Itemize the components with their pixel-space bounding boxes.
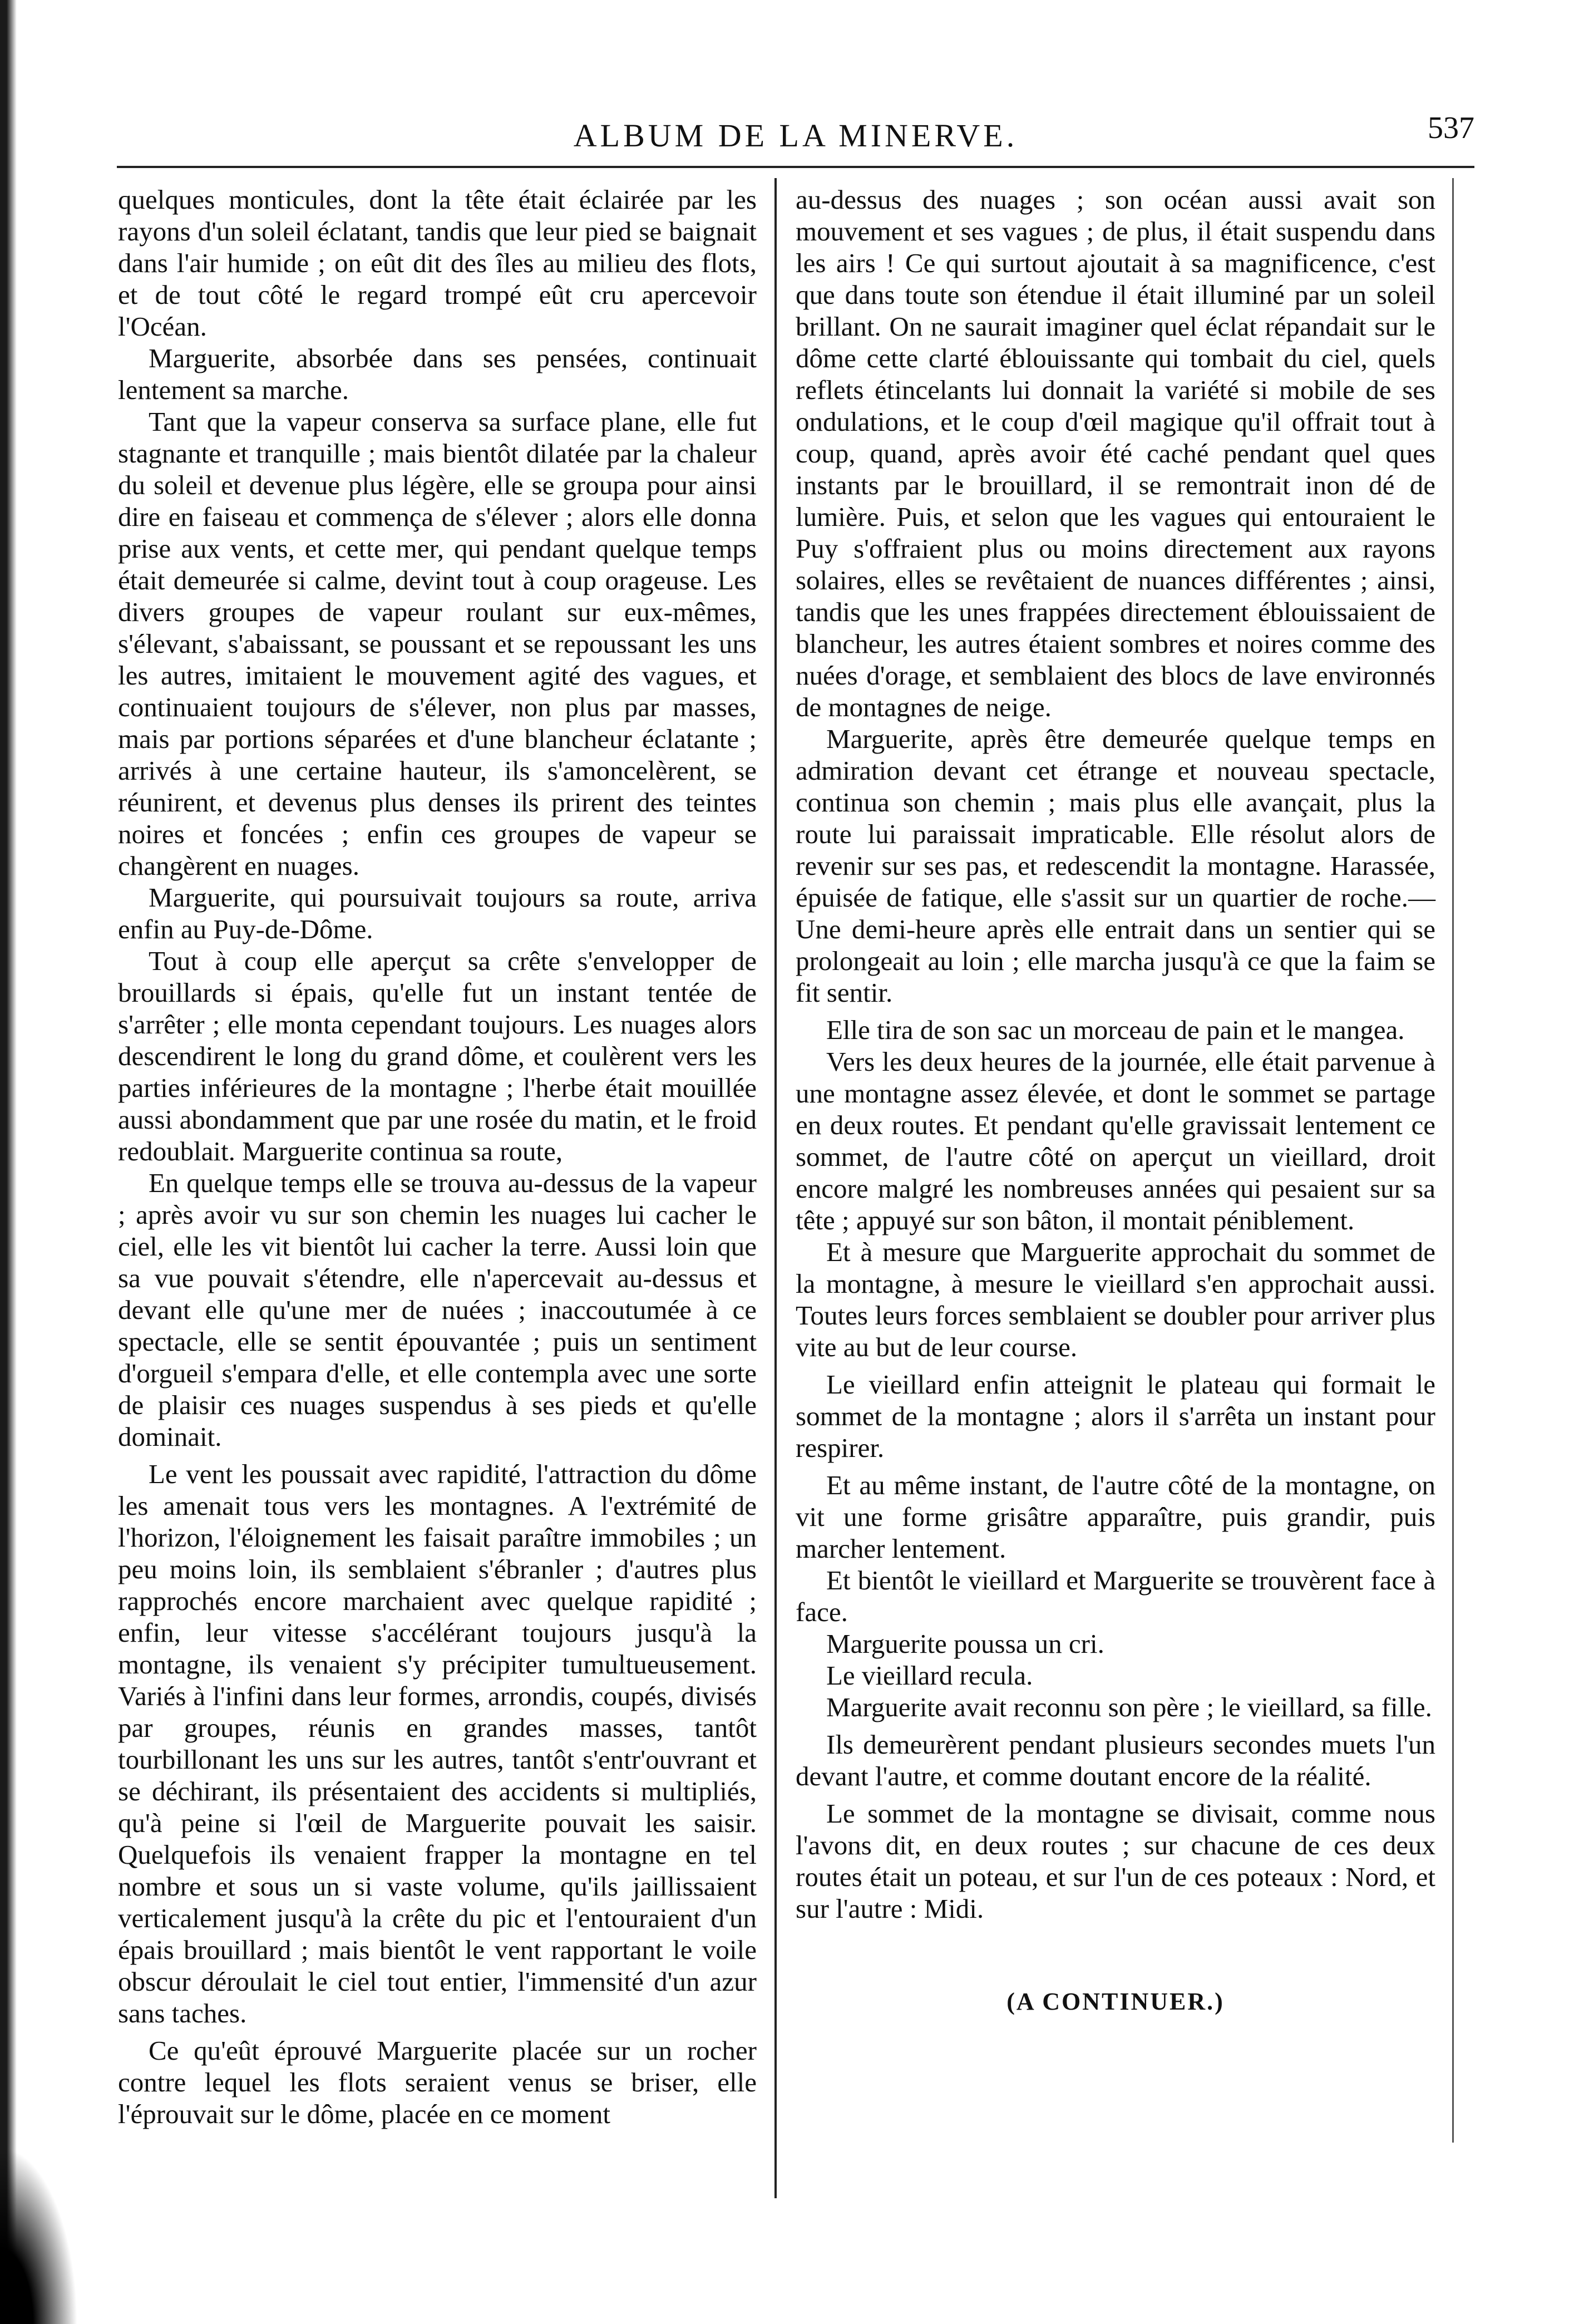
scan-corner-shadow <box>0 2146 78 2324</box>
right-column <box>796 184 1435 2017</box>
paragraph: Ce qu'eût éprouvé Marguerite placée sur un rocher contre lequel les flots seraient venus se briser, elle l'éprouvait sur le dôme, placée en ce moment <box>118 2035 757 2129</box>
column-divider <box>774 178 777 2198</box>
paragraph: Le vieillard enfin atteignit le plateau qui formait le sommet de la montagne ; alors il s'arrêta un instant pour respirer. <box>796 1369 1435 1463</box>
paragraph: Le vent les poussait avec rapidité, l'attraction du dôme les amenait tous vers les montagnes. A l'extrémité de l'horizon, l'éloignement les faisait paraître immobiles ; un peu moins loin, ils semblaient s'ébranler ; d'autres plus rapprochés encore marchaient avec quelque rapidité ; enfin, leur vitesse s'accélérant toujours jusqu'à la montagne, ils venaient s'y précipiter tumultueusement. Variés à l'infini dans leur formes, arrondis, coupés, divisés par groupes, réunis en grandes masses, tantôt tourbillonant les uns sur les autres, tantôt s'entr'ouvrant et se déchirant, ils présentaient des accidents si multipliés, qu'à peine si l'œil de Marguerite pouvait les saisir. Quelquefois ils venaient frapper la montagne en tel nombre et sous un si vaste volume, qu'ils jaillissaient verticalement jusqu'à la crête du pic et l'entouraient d'un épais brouillard ; mais bientôt le vent rapportant le voile obscur déroulait le ciel tout entier, l'immensité d'un azur sans taches. <box>118 1459 757 2028</box>
paragraph: Marguerite, absorbée dans ses pensées, continuait lentement sa marche. <box>118 343 757 405</box>
right-margin-rule <box>1452 178 1454 2143</box>
paragraph: En quelque temps elle se trouva au-dessus de la vapeur ; après avoir vu sur son chemin les nuages lui cacher le ciel, elle les vit bientôt lui cacher la terre. Aussi loin que sa vue pouvait s'étendre, elle n'apercevait au-dessus et devant elle qu'une mer de nuées ; inaccoutumée à ce spectacle, elle se sentit épouvantée ; puis un sentiment d'orgueil s'empara d'elle, et elle contempla avec une sorte de plaisir ces nuages suspendus à ses pieds et qu'elle dominait. <box>118 1168 757 1452</box>
paragraph: quelques monticules, dont la tête était éclairée par les rayons d'un soleil éclatant, tandis que leur pied se baignait dans l'air humide ; on eût dit des îles au milieu des flots, et de tout côté le regard trompé eût cru apercevoir l'Océan. <box>118 184 757 342</box>
paragraph: Marguerite, après être demeurée quelque temps en admiration devant cet étrange et nouveau spectacle, continua son chemin ; mais plus elle avançait, plus la route lui paraissait impraticable. Elle résolut alors de revenir sur ses pas, et redescendit la montagne. Harassée, épuisée de fatique, elle s'assit sur un quartier de roche.—Une demi-heure après elle entrait dans un sentier qui se prolongeait au loin ; elle marcha jusqu'à ce que la faim se fit sentir. <box>796 723 1435 1008</box>
paragraph: Le vieillard recula. <box>826 1660 1033 1691</box>
paragraph: Ils demeurèrent pendant plusieurs secondes muets l'un devant l'autre, et comme doutant encore de la réalité. <box>796 1729 1435 1791</box>
paragraph: Et à mesure que Marguerite approchait du sommet de la montagne, à mesure le vieillard s'en approchait aussi. Toutes leurs forces semblaient se doubler pour arriver plus vite au but de leur course. <box>796 1237 1435 1362</box>
paragraph: Le sommet de la montagne se divisait, comme nous l'avons dit, en deux routes ; sur chacune de ces deux routes était un poteau, et sur l'un de ces poteaux : Nord, et sur l'autre : Midi. <box>796 1798 1435 1924</box>
to-be-continued: (A CONTINUER.) <box>1006 1988 1225 2015</box>
paragraph: Tant que la vapeur conserva sa surface plane, elle fut stagnante et tranquille ; mais bientôt dilatée par la chaleur du soleil et devenue plus légère, elle se groupa pour ainsi dire en faiseau et commença de s'élever ; alors elle donna prise aux vents, et cette mer, qui pendant quelque temps était demeurée si calme, devint tout à coup orageuse. Les divers groupes de vapeur roulant sur eux-mêmes, s'élevant, s'abaissant, se poussant et se repoussant les uns les autres, imitaient le mouvement agité des vagues, et continuaient toujours de s'élever, non plus par masses, mais par portions séparées et d'une blancheur éclatante ; arrivés à une certaine hauteur, ils s'amoncelèrent, se réunirent, et devenus plus denses ils prirent des teintes noires et foncées ; enfin ces groupes de vapeur se changèrent en nuages. <box>118 406 757 881</box>
paragraph: Et bientôt le vieillard et Marguerite se trouvèrent face à face. <box>796 1565 1435 1627</box>
paragraph: au-dessus des nuages ; son océan aussi avait son mouvement et ses vagues ; de plus, il était suspendu dans les airs ! Ce qui surtout ajoutait à sa magnificence, c'est que dans toute son étendue il était illuminé par un soleil brillant. On ne saurait imaginer quel éclat répandait sur le dôme cette clarté éblouissante qui tombait du ciel, quels reflets étincelants lui donnait la variété si mobile de ses ondulations, et le coup d'œil magique qu'il offrait tout à coup, quand, après avoir été caché pendant quel ques instants par le brouillard, il se remontrait inon dé de lumière. Puis, et selon que les vagues qui entouraient le Puy s'offraient plus ou moins directement aux rayons solaires, elles se revêtaient de nuances différentes ; ainsi, tandis que les unes frappées directement éblouissaient de blancheur, les autres étaient sombres et noires comme des nuées d'orage, et semblaient des blocs de lave environnés de montagnes de neige. <box>796 184 1435 722</box>
paragraph: Tout à coup elle aperçut sa crête s'envelopper de brouillards si épais, qu'elle fut un instant tentée de s'arrêter ; elle monta cependant toujours. Les nuages alors descendirent le long du grand dôme, et coulèrent vers les parties inférieures de la montagne ; l'herbe était mouillée aussi abondamment que par une rosée du matin, et le froid redoublait. Marguerite continua sa route, <box>118 946 757 1166</box>
paragraph: Marguerite poussa un cri. <box>826 1628 1104 1659</box>
header-rule <box>117 166 1474 168</box>
scan-page-edge <box>0 0 17 2324</box>
paragraph: Elle tira de son sac un morceau de pain et le mangea. <box>826 1015 1405 1045</box>
paragraph: Marguerite avait reconnu son père ; le vieillard, sa fille. <box>826 1692 1432 1722</box>
paragraph: Marguerite, qui poursuivait toujours sa route, arriva enfin au Puy-de-Dôme. <box>118 882 757 944</box>
paragraph: Vers les deux heures de la journée, elle était parvenue à une montagne assez élevée, et dont le sommet se partage en deux routes. Et pendant qu'elle gravissait lentement ce sommet, de l'autre côté on aperçut un vieillard, droit encore malgré les nombreuses années qui pesaient sur sa tête ; appuyé sur son bâton, il montait péniblement. <box>796 1046 1435 1235</box>
left-column <box>118 184 757 2130</box>
paragraph: Et au même instant, de l'autre côté de la montagne, on vit une forme grisâtre apparaître, puis grandir, puis marcher lentement. <box>796 1470 1435 1564</box>
running-title: ALBUM DE LA MINERVE. <box>573 117 1018 154</box>
running-head <box>117 100 1474 161</box>
page-number: 537 <box>1428 111 1474 145</box>
